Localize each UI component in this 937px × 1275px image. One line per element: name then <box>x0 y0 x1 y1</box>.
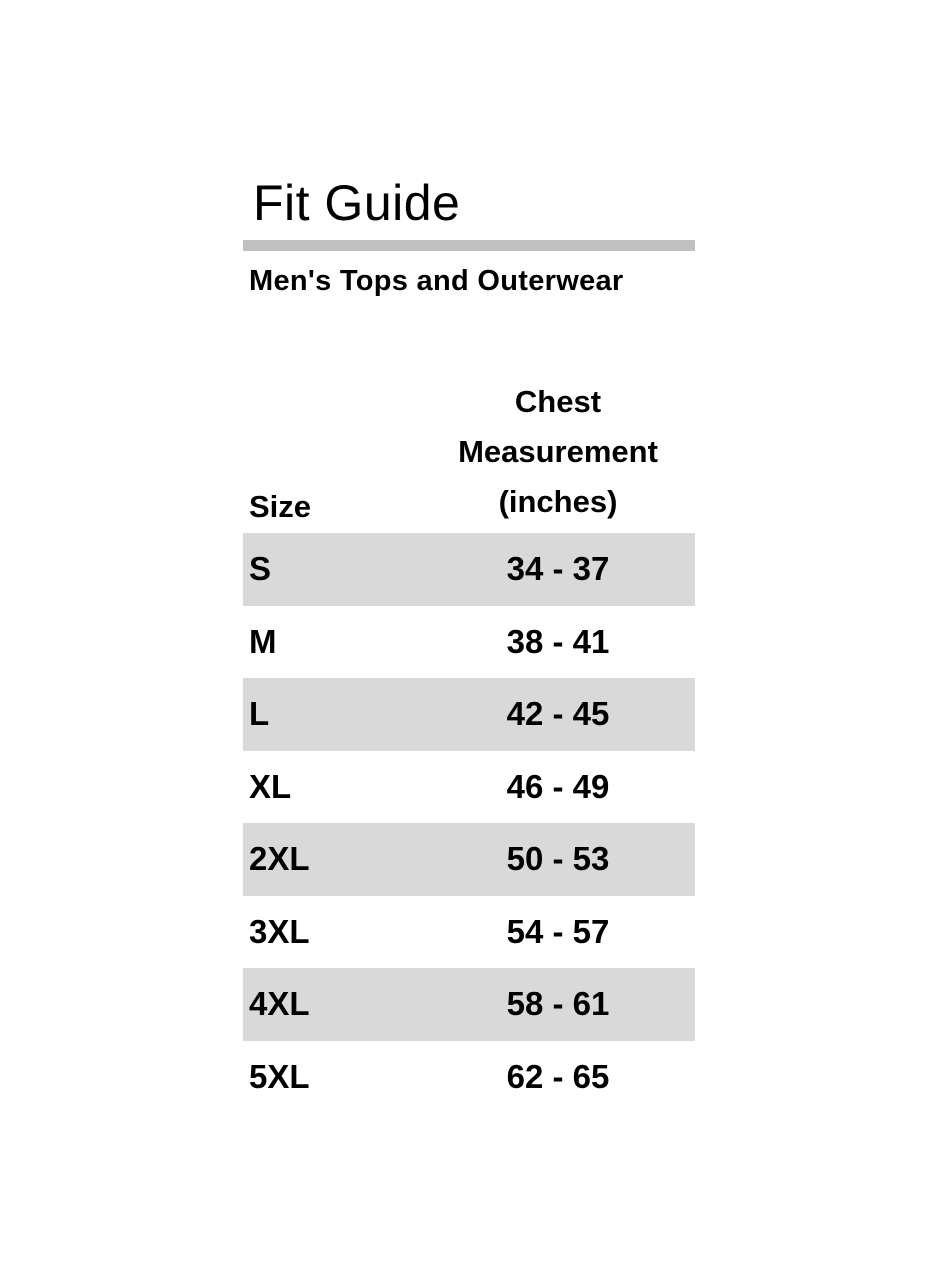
fit-guide-header <box>243 172 695 299</box>
size-cell: 4XL <box>249 985 310 1022</box>
chest-range-cell: 58 - 61 <box>506 985 610 1022</box>
table-row <box>243 823 695 896</box>
table-row <box>243 968 695 1041</box>
chest-range-cell: 50 - 53 <box>506 840 610 877</box>
title-divider <box>243 240 695 251</box>
chest-range-cell: 54 - 57 <box>506 912 610 950</box>
size-table <box>243 380 695 1113</box>
chest-range-cell: 62 - 65 <box>506 1057 610 1095</box>
table-header <box>243 380 695 533</box>
chest-range-cell: 42 - 45 <box>506 695 610 732</box>
size-cell: 5XL <box>249 1057 310 1095</box>
chest-range-cell: 46 - 49 <box>506 767 610 805</box>
header-chest-line1: Chest <box>514 384 602 419</box>
size-cell: 3XL <box>249 912 310 950</box>
table-row <box>243 751 695 824</box>
table-row <box>243 606 695 679</box>
size-cell: XL <box>249 767 292 805</box>
page-title: Fit Guide <box>253 175 461 231</box>
size-cell: L <box>249 695 270 732</box>
chest-range-cell: 38 - 41 <box>506 622 610 660</box>
header-chest-measurement <box>433 377 683 527</box>
size-cell: S <box>249 550 272 587</box>
table-row <box>243 678 695 751</box>
table-row <box>243 533 695 606</box>
size-cell: M <box>249 622 277 660</box>
page-subtitle: Men's Tops and Outerwear <box>249 265 624 297</box>
chest-range-cell: 34 - 37 <box>506 550 610 587</box>
table-row <box>243 1041 695 1114</box>
table-row <box>243 896 695 969</box>
header-chest-line2: Measurement <box>458 434 658 469</box>
header-size: Size <box>249 489 312 524</box>
size-cell: 2XL <box>249 840 310 877</box>
header-chest-line3: (inches) <box>498 484 618 519</box>
